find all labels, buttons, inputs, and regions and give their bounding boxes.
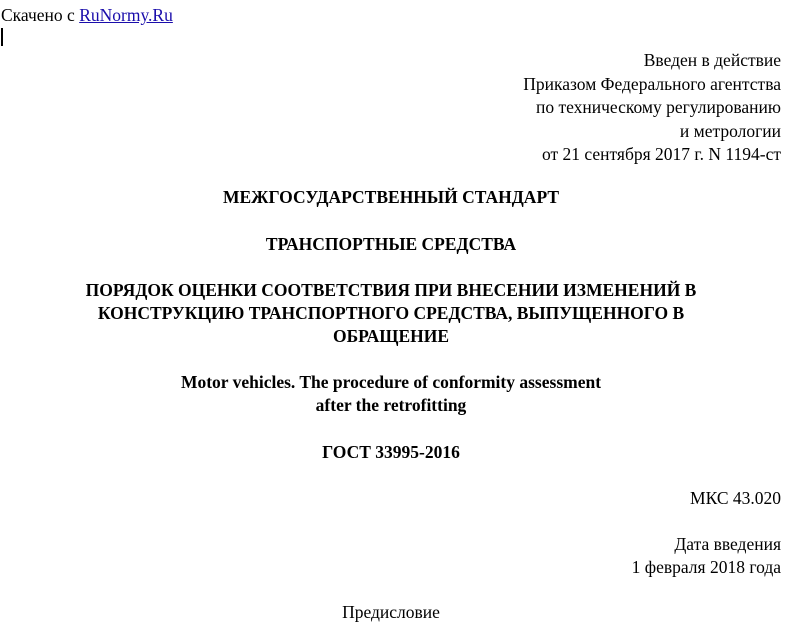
enactment-line: Приказом Федерального агентства	[523, 73, 781, 94]
text-cursor	[1, 28, 3, 46]
english-title-line: Motor vehicles. The procedure of conformity assessment	[180, 372, 602, 392]
enactment-line: Введен в действие	[643, 50, 781, 70]
gost-number-heading	[0, 441, 782, 464]
russian-title	[0, 279, 782, 348]
source-prefix: Скачено с	[1, 5, 80, 25]
source-line	[1, 4, 173, 27]
enactment-line: от 21 сентября 2017 г. N 1194-ст	[541, 144, 781, 164]
standard-type-heading	[0, 186, 782, 209]
enactment-line: и метрологии	[679, 120, 781, 141]
effective-date-value: 1 февраля 2018 года	[631, 557, 781, 577]
effective-date-block	[632, 533, 781, 579]
russian-title-line: КОНСТРУКЦИЮ ТРАНСПОРТНОГО СРЕДСТВА, ВЫПУЩЕННОГО В	[97, 303, 685, 323]
enactment-block	[523, 49, 781, 167]
standard-type-text: МЕЖГОСУДАРСТВЕННЫЙ СТАНДАРТ	[222, 187, 560, 207]
subject-text: ТРАНСПОРТНЫЕ СРЕДСТВА	[265, 234, 517, 254]
gost-number-text: ГОСТ 33995-2016	[322, 442, 460, 462]
runormy-link[interactable]: RuNormy.Ru	[79, 5, 173, 25]
section-heading: Предисловие	[342, 602, 440, 622]
enactment-line: по техническому регулированию	[535, 97, 781, 117]
effective-date-label: Дата введения	[674, 534, 781, 554]
russian-title-line: ПОРЯДОК ОЦЕНКИ СООТВЕТСТВИЯ ПРИ ВНЕСЕНИИ ИЗМЕНЕНИЙ В	[85, 280, 697, 300]
subject-heading	[0, 233, 782, 256]
mks-code: МКС 43.020	[690, 488, 781, 508]
english-title	[0, 371, 782, 417]
russian-title-line: ОБРАЩЕНИЕ	[332, 326, 450, 346]
english-title-line: after the retrofitting	[315, 395, 467, 415]
